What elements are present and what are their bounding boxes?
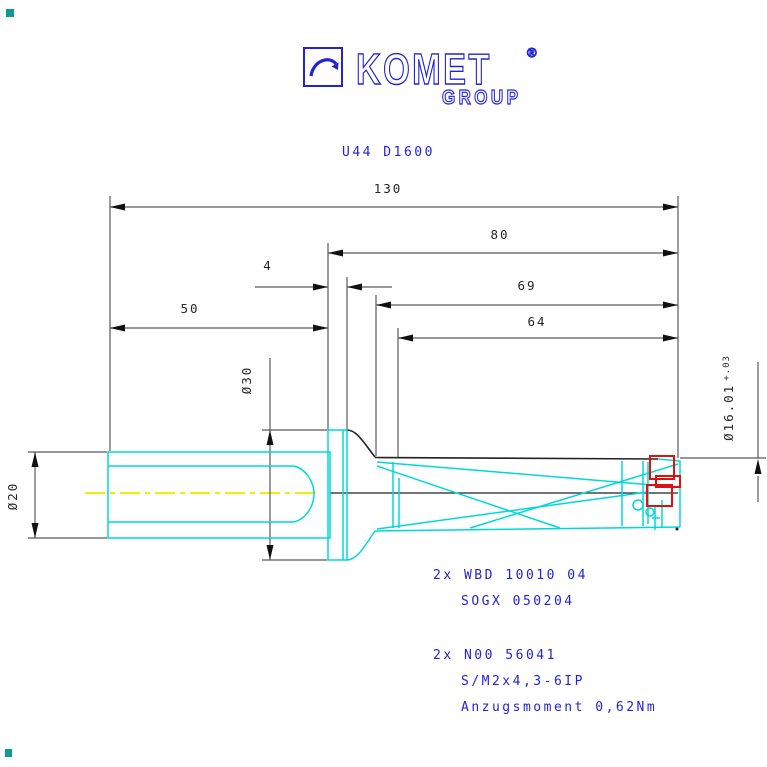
dim-label-4: 4 xyxy=(263,258,273,273)
note-inserts-type: SOGX 050204 xyxy=(461,594,575,609)
dim-label-dia30 xyxy=(241,358,257,402)
dim-label-dia20 xyxy=(7,473,23,519)
logo-group-text: GROUP xyxy=(442,87,522,109)
dia16-value: Ø16.01 xyxy=(721,383,736,441)
insert-outlines-red xyxy=(647,456,680,506)
corner-marks xyxy=(5,9,14,757)
dim-label-80: 80 xyxy=(490,227,510,242)
dim-label-130: 130 xyxy=(373,181,403,196)
dim-label-69: 69 xyxy=(517,278,537,293)
dim-label-64: 64 xyxy=(527,314,547,329)
logo-registered-mark: ® xyxy=(527,45,537,60)
dim-label-50: 50 xyxy=(180,301,200,316)
note-screws-torque: Anzugsmoment 0,62Nm xyxy=(461,700,658,715)
dia20-value: Ø20 xyxy=(5,481,20,511)
tip-point xyxy=(676,528,679,531)
note-screws-type: S/M2x4,3-6IP xyxy=(461,674,585,689)
komet-logo-box xyxy=(303,47,343,87)
dim-label-dia16 xyxy=(723,353,741,443)
tool-outline-dark xyxy=(330,430,678,493)
note-inserts-qty: 2x WBD 10010 04 xyxy=(433,568,588,583)
logo-brand-text: KOMET xyxy=(356,45,492,94)
dia30-value: Ø30 xyxy=(239,365,254,395)
note-screws-qty: 2x N00 56041 xyxy=(433,648,557,663)
dia16-tolerance: +.03 xyxy=(722,355,732,381)
komet-arc-icon xyxy=(305,49,340,84)
drawing-title: U44 D1600 xyxy=(342,145,435,160)
tool-outline-cyan xyxy=(108,430,680,560)
